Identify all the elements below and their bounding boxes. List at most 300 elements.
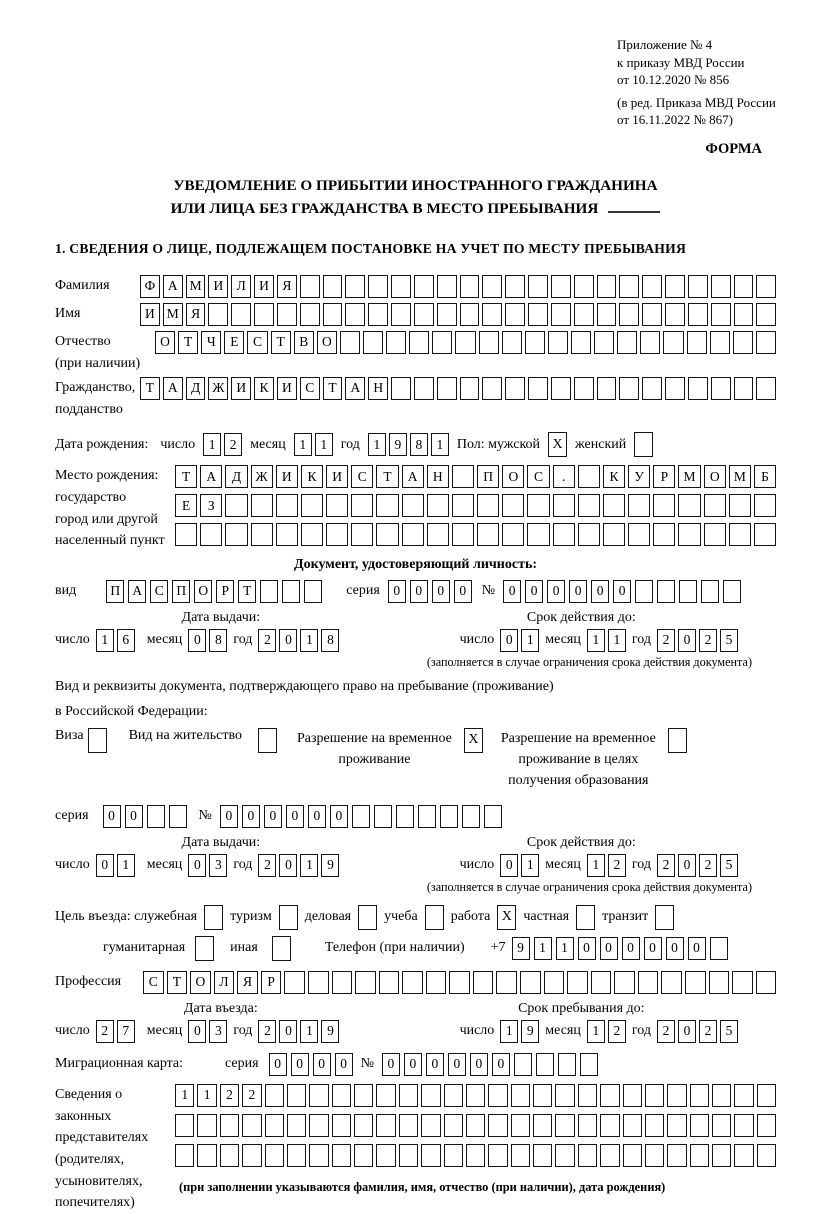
char-box[interactable]	[757, 1144, 776, 1167]
char-box[interactable]	[418, 805, 436, 828]
char-box[interactable]	[284, 971, 305, 994]
char-box[interactable]	[704, 494, 726, 517]
char-box[interactable]: 0	[569, 580, 587, 603]
char-box[interactable]: Ж	[208, 377, 228, 400]
char-box[interactable]: 2	[258, 854, 276, 877]
char-box[interactable]: П	[106, 580, 124, 603]
char-box[interactable]	[653, 494, 675, 517]
char-box[interactable]: 2	[608, 854, 626, 877]
char-box[interactable]	[175, 1114, 194, 1137]
char-box[interactable]: 2	[657, 1020, 675, 1043]
char-box[interactable]	[452, 523, 474, 546]
char-box[interactable]	[603, 523, 625, 546]
char-box[interactable]	[363, 331, 383, 354]
char-box[interactable]: 1	[587, 1020, 605, 1043]
char-box[interactable]: 2	[699, 854, 717, 877]
char-box[interactable]	[376, 1084, 395, 1107]
char-box[interactable]	[175, 523, 197, 546]
char-box[interactable]: Т	[376, 465, 398, 488]
char-box[interactable]	[756, 971, 777, 994]
char-box[interactable]	[511, 1084, 530, 1107]
char-box[interactable]	[551, 377, 571, 400]
char-box[interactable]	[414, 303, 434, 326]
char-box[interactable]	[496, 971, 517, 994]
char-box[interactable]	[679, 580, 697, 603]
char-box[interactable]: С	[527, 465, 549, 488]
char-box[interactable]: 3	[209, 854, 227, 877]
purpose-private-checkbox[interactable]	[576, 905, 595, 930]
char-box[interactable]: 0	[308, 805, 326, 828]
char-box[interactable]	[505, 303, 525, 326]
char-box[interactable]: 5	[720, 854, 738, 877]
char-box[interactable]	[661, 971, 682, 994]
char-box[interactable]: 2	[657, 629, 675, 652]
char-box[interactable]	[402, 971, 423, 994]
char-box[interactable]: Д	[225, 465, 247, 488]
char-box[interactable]: Р	[216, 580, 234, 603]
char-box[interactable]: О	[704, 465, 726, 488]
char-box[interactable]: 0	[382, 1053, 400, 1076]
char-box[interactable]: А	[128, 580, 146, 603]
char-box[interactable]	[580, 1053, 598, 1076]
char-box[interactable]	[628, 523, 650, 546]
char-box[interactable]	[444, 1144, 463, 1167]
char-box[interactable]: 0	[503, 580, 521, 603]
char-box[interactable]: 0	[269, 1053, 287, 1076]
char-box[interactable]: Н	[427, 465, 449, 488]
char-box[interactable]	[402, 523, 424, 546]
char-box[interactable]: Т	[238, 580, 256, 603]
char-box[interactable]	[594, 331, 614, 354]
char-box[interactable]: 1	[431, 433, 449, 456]
char-box[interactable]	[323, 303, 343, 326]
char-box[interactable]: Е	[175, 494, 197, 517]
char-box[interactable]: П	[172, 580, 190, 603]
char-box[interactable]	[304, 580, 322, 603]
char-box[interactable]	[300, 275, 320, 298]
char-box[interactable]: 0	[448, 1053, 466, 1076]
char-box[interactable]: 5	[720, 1020, 738, 1043]
char-box[interactable]	[733, 331, 753, 354]
char-box[interactable]: 0	[335, 1053, 353, 1076]
char-box[interactable]	[444, 1084, 463, 1107]
char-box[interactable]	[287, 1144, 306, 1167]
char-box[interactable]	[376, 1114, 395, 1137]
char-box[interactable]	[368, 275, 388, 298]
char-box[interactable]	[309, 1144, 328, 1167]
char-box[interactable]	[600, 1144, 619, 1167]
char-box[interactable]: С	[351, 465, 373, 488]
char-box[interactable]: 0	[454, 580, 472, 603]
char-box[interactable]: С	[143, 971, 164, 994]
char-box[interactable]: И	[277, 377, 297, 400]
char-box[interactable]: О	[194, 580, 212, 603]
char-box[interactable]	[287, 1114, 306, 1137]
char-box[interactable]	[574, 303, 594, 326]
char-box[interactable]	[558, 1053, 576, 1076]
char-box[interactable]: 1	[500, 1020, 518, 1043]
char-box[interactable]: Ф	[140, 275, 160, 298]
char-box[interactable]	[345, 303, 365, 326]
char-box[interactable]	[437, 275, 457, 298]
char-box[interactable]	[354, 1114, 373, 1137]
char-box[interactable]	[391, 303, 411, 326]
char-box[interactable]	[323, 275, 343, 298]
char-box[interactable]	[653, 523, 675, 546]
char-box[interactable]: 9	[321, 854, 339, 877]
char-box[interactable]	[533, 1144, 552, 1167]
char-box[interactable]	[704, 523, 726, 546]
char-box[interactable]: 0	[500, 854, 518, 877]
char-box[interactable]	[567, 971, 588, 994]
char-box[interactable]: Я	[237, 971, 258, 994]
char-box[interactable]: Б	[754, 465, 776, 488]
char-box[interactable]	[391, 377, 411, 400]
char-box[interactable]	[254, 303, 274, 326]
char-box[interactable]	[527, 523, 549, 546]
char-box[interactable]: 1	[587, 854, 605, 877]
char-box[interactable]	[757, 1084, 776, 1107]
char-box[interactable]	[352, 805, 370, 828]
char-box[interactable]	[514, 1053, 532, 1076]
char-box[interactable]	[690, 1144, 709, 1167]
char-box[interactable]: Т	[167, 971, 188, 994]
char-box[interactable]	[301, 523, 323, 546]
char-box[interactable]: И	[276, 465, 298, 488]
char-box[interactable]: 1	[587, 629, 605, 652]
char-box[interactable]: 1	[197, 1084, 216, 1107]
char-box[interactable]: 0	[286, 805, 304, 828]
purpose-humanitarian-checkbox[interactable]	[195, 936, 214, 961]
char-box[interactable]	[528, 275, 548, 298]
char-box[interactable]	[265, 1084, 284, 1107]
char-box[interactable]	[488, 1114, 507, 1137]
char-box[interactable]	[571, 331, 591, 354]
char-box[interactable]	[614, 971, 635, 994]
char-box[interactable]	[332, 1114, 351, 1137]
char-box[interactable]	[332, 1084, 351, 1107]
char-box[interactable]	[555, 1144, 574, 1167]
char-box[interactable]	[437, 377, 457, 400]
char-box[interactable]	[452, 465, 474, 488]
char-box[interactable]: 1	[315, 433, 333, 456]
char-box[interactable]	[729, 523, 751, 546]
char-box[interactable]: 0	[666, 937, 684, 960]
char-box[interactable]	[701, 580, 719, 603]
char-box[interactable]: Д	[186, 377, 206, 400]
char-box[interactable]: 0	[291, 1053, 309, 1076]
char-box[interactable]	[396, 805, 414, 828]
char-box[interactable]	[645, 1084, 664, 1107]
char-box[interactable]	[690, 1084, 709, 1107]
char-box[interactable]	[711, 377, 731, 400]
char-box[interactable]: 9	[512, 937, 530, 960]
char-box[interactable]	[376, 523, 398, 546]
char-box[interactable]: 1	[300, 1020, 318, 1043]
char-box[interactable]	[460, 275, 480, 298]
char-box[interactable]	[402, 494, 424, 517]
char-box[interactable]: 0	[330, 805, 348, 828]
char-box[interactable]: Р	[261, 971, 282, 994]
char-box[interactable]	[231, 303, 251, 326]
char-box[interactable]	[574, 275, 594, 298]
char-box[interactable]	[754, 494, 776, 517]
char-box[interactable]	[466, 1084, 485, 1107]
char-box[interactable]	[533, 1084, 552, 1107]
char-box[interactable]	[597, 377, 617, 400]
char-box[interactable]: В	[294, 331, 314, 354]
char-box[interactable]: А	[200, 465, 222, 488]
char-box[interactable]: 2	[220, 1084, 239, 1107]
char-box[interactable]	[640, 331, 660, 354]
char-box[interactable]	[379, 971, 400, 994]
char-box[interactable]	[665, 303, 685, 326]
char-box[interactable]: .	[553, 465, 575, 488]
char-box[interactable]	[551, 275, 571, 298]
char-box[interactable]	[732, 971, 753, 994]
char-box[interactable]	[578, 523, 600, 546]
sex-male-checkbox[interactable]: X	[548, 432, 567, 457]
char-box[interactable]	[386, 331, 406, 354]
char-box[interactable]	[712, 1114, 731, 1137]
char-box[interactable]: 0	[525, 580, 543, 603]
char-box[interactable]: И	[254, 275, 274, 298]
char-box[interactable]	[642, 303, 662, 326]
char-box[interactable]: 9	[389, 433, 407, 456]
char-box[interactable]: 0	[492, 1053, 510, 1076]
char-box[interactable]	[399, 1114, 418, 1137]
char-box[interactable]	[528, 377, 548, 400]
char-box[interactable]	[667, 1144, 686, 1167]
char-box[interactable]	[520, 971, 541, 994]
char-box[interactable]	[756, 377, 776, 400]
char-box[interactable]	[409, 331, 429, 354]
char-box[interactable]	[449, 971, 470, 994]
char-box[interactable]	[242, 1114, 261, 1137]
char-box[interactable]	[220, 1144, 239, 1167]
char-box[interactable]	[600, 1114, 619, 1137]
char-box[interactable]	[688, 303, 708, 326]
char-box[interactable]: А	[345, 377, 365, 400]
char-box[interactable]: О	[317, 331, 337, 354]
char-box[interactable]	[678, 494, 700, 517]
char-box[interactable]: 0	[125, 805, 143, 828]
char-box[interactable]: Я	[277, 275, 297, 298]
char-box[interactable]: А	[163, 275, 183, 298]
edu-residence-checkbox[interactable]	[668, 728, 687, 753]
char-box[interactable]: 0	[591, 580, 609, 603]
char-box[interactable]	[591, 971, 612, 994]
char-box[interactable]: И	[208, 275, 228, 298]
char-box[interactable]: 1	[175, 1084, 194, 1107]
char-box[interactable]: К	[603, 465, 625, 488]
char-box[interactable]: 0	[388, 580, 406, 603]
char-box[interactable]: 0	[678, 1020, 696, 1043]
char-box[interactable]: 2	[258, 629, 276, 652]
char-box[interactable]	[265, 1144, 284, 1167]
char-box[interactable]	[711, 275, 731, 298]
purpose-study-checkbox[interactable]	[425, 905, 444, 930]
char-box[interactable]	[368, 303, 388, 326]
char-box[interactable]	[376, 1144, 395, 1167]
char-box[interactable]	[308, 971, 329, 994]
char-box[interactable]: 0	[622, 937, 640, 960]
char-box[interactable]: Т	[175, 465, 197, 488]
char-box[interactable]: С	[150, 580, 168, 603]
char-box[interactable]: 1	[521, 854, 539, 877]
char-box[interactable]	[734, 1084, 753, 1107]
char-box[interactable]	[712, 1084, 731, 1107]
char-box[interactable]: 8	[209, 629, 227, 652]
char-box[interactable]	[460, 303, 480, 326]
char-box[interactable]: 6	[117, 629, 135, 652]
purpose-official-checkbox[interactable]	[204, 905, 223, 930]
char-box[interactable]: 1	[294, 433, 312, 456]
char-box[interactable]: О	[190, 971, 211, 994]
char-box[interactable]	[479, 331, 499, 354]
char-box[interactable]	[332, 971, 353, 994]
char-box[interactable]	[473, 971, 494, 994]
char-box[interactable]: 0	[279, 1020, 297, 1043]
char-box[interactable]	[756, 303, 776, 326]
char-box[interactable]	[326, 523, 348, 546]
char-box[interactable]	[734, 303, 754, 326]
char-box[interactable]	[638, 971, 659, 994]
char-box[interactable]	[309, 1084, 328, 1107]
char-box[interactable]	[421, 1114, 440, 1137]
char-box[interactable]	[623, 1084, 642, 1107]
char-box[interactable]	[710, 331, 730, 354]
char-box[interactable]: М	[729, 465, 751, 488]
char-box[interactable]: С	[300, 377, 320, 400]
char-box[interactable]: М	[163, 303, 183, 326]
char-box[interactable]	[169, 805, 187, 828]
purpose-work-checkbox[interactable]: X	[497, 905, 516, 930]
char-box[interactable]: Л	[231, 275, 251, 298]
char-box[interactable]	[685, 971, 706, 994]
residence-permit-checkbox[interactable]	[258, 728, 277, 753]
char-box[interactable]	[421, 1144, 440, 1167]
char-box[interactable]: 2	[96, 1020, 114, 1043]
char-box[interactable]: 0	[500, 629, 518, 652]
char-box[interactable]	[578, 1144, 597, 1167]
char-box[interactable]	[688, 377, 708, 400]
char-box[interactable]: Н	[368, 377, 388, 400]
char-box[interactable]	[488, 1144, 507, 1167]
char-box[interactable]: П	[477, 465, 499, 488]
char-box[interactable]: 0	[220, 805, 238, 828]
char-box[interactable]	[635, 580, 653, 603]
char-box[interactable]: Я	[186, 303, 206, 326]
char-box[interactable]	[484, 805, 502, 828]
char-box[interactable]	[711, 303, 731, 326]
char-box[interactable]	[488, 1084, 507, 1107]
char-box[interactable]	[603, 494, 625, 517]
char-box[interactable]	[723, 580, 741, 603]
char-box[interactable]: 0	[613, 580, 631, 603]
char-box[interactable]: Ч	[201, 331, 221, 354]
purpose-transit-checkbox[interactable]	[655, 905, 674, 930]
char-box[interactable]: О	[155, 331, 175, 354]
char-box[interactable]: Р	[653, 465, 675, 488]
char-box[interactable]: Л	[214, 971, 235, 994]
char-box[interactable]	[482, 275, 502, 298]
char-box[interactable]	[551, 303, 571, 326]
char-box[interactable]	[452, 494, 474, 517]
char-box[interactable]	[354, 1144, 373, 1167]
char-box[interactable]	[578, 465, 600, 488]
char-box[interactable]	[374, 805, 392, 828]
char-box[interactable]: 0	[426, 1053, 444, 1076]
char-box[interactable]: 2	[608, 1020, 626, 1043]
char-box[interactable]: 1	[556, 937, 574, 960]
char-box[interactable]	[502, 523, 524, 546]
purpose-other-checkbox[interactable]	[272, 936, 291, 961]
char-box[interactable]: 0	[264, 805, 282, 828]
char-box[interactable]	[597, 303, 617, 326]
char-box[interactable]	[553, 523, 575, 546]
char-box[interactable]: И	[231, 377, 251, 400]
char-box[interactable]	[511, 1144, 530, 1167]
char-box[interactable]: С	[247, 331, 267, 354]
char-box[interactable]: 2	[657, 854, 675, 877]
char-box[interactable]	[345, 275, 365, 298]
char-box[interactable]	[553, 494, 575, 517]
char-box[interactable]	[225, 494, 247, 517]
char-box[interactable]: 7	[117, 1020, 135, 1043]
char-box[interactable]	[391, 275, 411, 298]
char-box[interactable]	[574, 377, 594, 400]
char-box[interactable]: 1	[608, 629, 626, 652]
char-box[interactable]: 2	[258, 1020, 276, 1043]
char-box[interactable]: 0	[188, 1020, 206, 1043]
char-box[interactable]: 1	[300, 629, 318, 652]
char-box[interactable]	[175, 1144, 194, 1167]
char-box[interactable]	[756, 331, 776, 354]
char-box[interactable]	[729, 494, 751, 517]
char-box[interactable]: 0	[103, 805, 121, 828]
char-box[interactable]: 1	[521, 629, 539, 652]
char-box[interactable]: 0	[678, 854, 696, 877]
char-box[interactable]	[242, 1144, 261, 1167]
char-box[interactable]	[619, 377, 639, 400]
char-box[interactable]	[276, 523, 298, 546]
char-box[interactable]: 0	[188, 854, 206, 877]
char-box[interactable]	[578, 1114, 597, 1137]
char-box[interactable]	[645, 1144, 664, 1167]
char-box[interactable]	[548, 331, 568, 354]
char-box[interactable]: 1	[300, 854, 318, 877]
char-box[interactable]: 0	[404, 1053, 422, 1076]
char-box[interactable]: Е	[224, 331, 244, 354]
char-box[interactable]	[619, 303, 639, 326]
char-box[interactable]	[444, 1114, 463, 1137]
char-box[interactable]	[536, 1053, 554, 1076]
char-box[interactable]	[687, 331, 707, 354]
char-box[interactable]: Т	[178, 331, 198, 354]
char-box[interactable]	[220, 1114, 239, 1137]
char-box[interactable]	[690, 1114, 709, 1137]
char-box[interactable]	[555, 1114, 574, 1137]
char-box[interactable]	[678, 523, 700, 546]
char-box[interactable]: 2	[699, 1020, 717, 1043]
char-box[interactable]: 9	[321, 1020, 339, 1043]
char-box[interactable]	[208, 303, 228, 326]
char-box[interactable]	[505, 377, 525, 400]
char-box[interactable]: М	[186, 275, 206, 298]
temp-residence-checkbox[interactable]: X	[464, 728, 483, 753]
char-box[interactable]: 0	[432, 580, 450, 603]
